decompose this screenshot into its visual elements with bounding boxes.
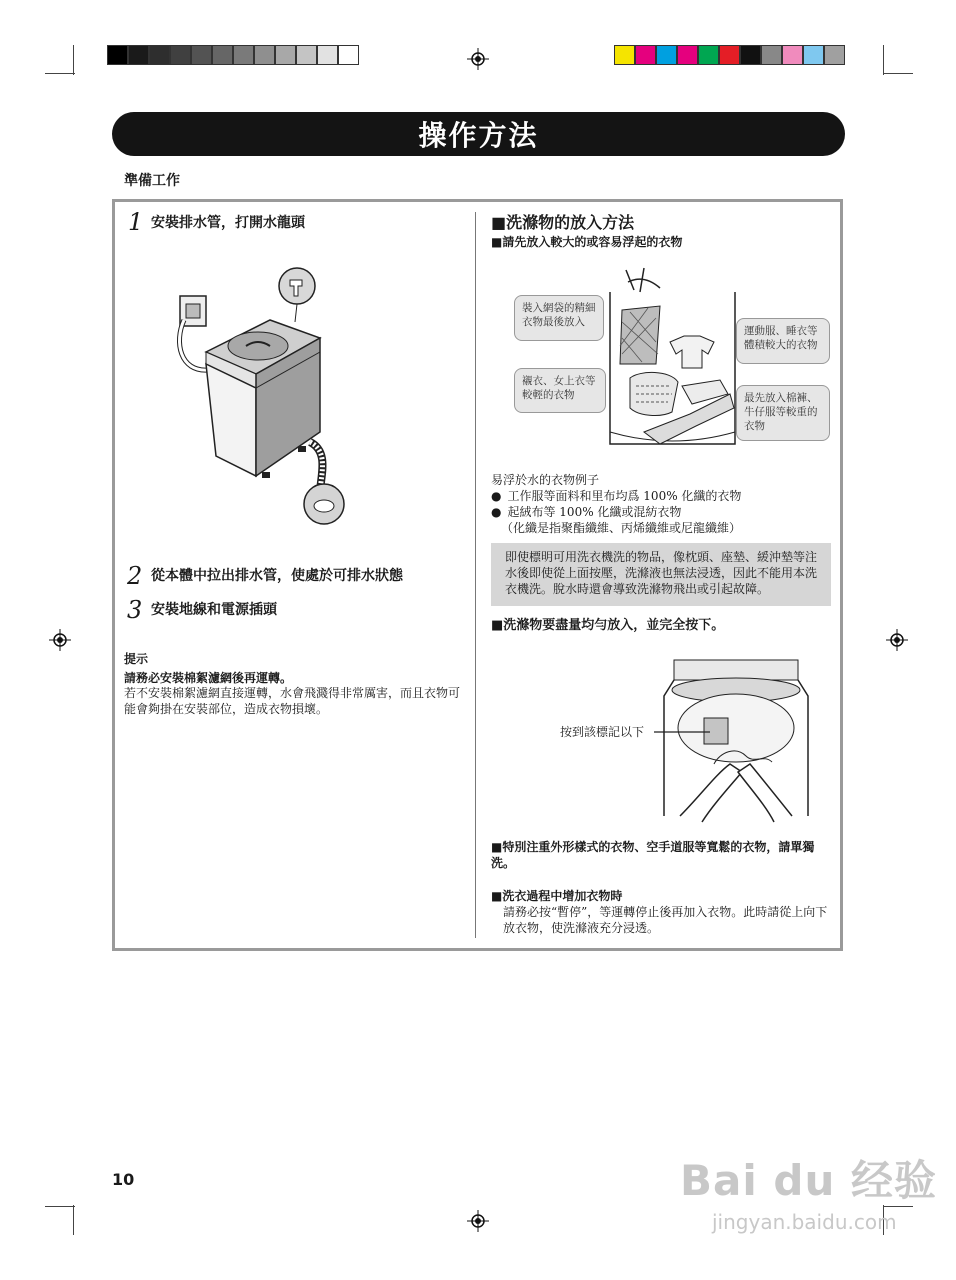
color-swatch — [149, 45, 170, 65]
grayscale-swatch-bar — [107, 45, 359, 65]
crop-mark — [883, 45, 884, 75]
color-swatch — [719, 45, 740, 65]
registration-mark-icon — [886, 629, 908, 651]
add-clothes-body: 請務必按“暫停”，等運轉停止後再加入衣物。此時請從上向下放衣物，使洗滌液充分浸透。 — [503, 905, 828, 935]
color-swatch — [107, 45, 128, 65]
step-1-text: 安裝排水管，打開水龍頭 — [151, 215, 305, 231]
hint-label: 提示 — [124, 652, 149, 666]
tub-clothes-illustration — [600, 262, 745, 454]
loading-method-subheading: ■請先放入較大的或容易浮起的衣物 — [491, 235, 683, 249]
hands-pressing-illustration — [660, 656, 812, 826]
crop-mark — [45, 73, 75, 74]
color-swatch — [170, 45, 191, 65]
callout-light-clothes: 襯衣、女上衣等較輕的衣物 — [514, 368, 606, 413]
color-swatch — [677, 45, 698, 65]
color-swatch — [656, 45, 677, 65]
color-swatch — [740, 45, 761, 65]
crop-mark — [73, 45, 74, 75]
watermark-url: jingyan.baidu.com — [712, 1210, 897, 1234]
watermark-logo: Bai du 经验 — [680, 1156, 937, 1205]
color-swatch — [614, 45, 635, 65]
step-1-number: 1 — [128, 208, 144, 236]
callout-heavy-clothes: 最先放入棉褲、牛仔服等較重的衣物 — [736, 385, 830, 441]
washing-machine-illustration — [170, 262, 370, 530]
step-3-number: 3 — [127, 596, 143, 624]
page-number: 10 — [112, 1170, 135, 1189]
registration-mark-icon — [467, 1210, 489, 1232]
hint-body-text: 若不安裝棉絮濾網直接運轉，水會飛濺得非常厲害，而且衣物可能會夠掛在安裝部位，造成衣物損壞。 — [124, 686, 461, 716]
color-swatch — [296, 45, 317, 65]
registration-mark-icon — [467, 48, 489, 70]
color-swatch — [191, 45, 212, 65]
crop-mark — [73, 1205, 74, 1235]
color-swatch — [803, 45, 824, 65]
color-swatch — [782, 45, 803, 65]
add-clothes-heading: ■洗衣過程中增加衣物時 — [491, 889, 623, 903]
loading-method-heading: ■洗滌物的放入方法 — [491, 213, 635, 232]
list-item: ● 起絨布等 100% 化纖或混紡衣物 — [491, 505, 682, 519]
floating-clothes-note: （化纖是指聚酯纖維、丙烯纖維或尼龍纖維） — [501, 521, 742, 535]
color-swatch — [761, 45, 782, 65]
callout-net-bag: 裝入網袋的精細衣物最後放入 — [514, 295, 604, 341]
step-2-number: 2 — [127, 562, 143, 590]
color-swatch — [212, 45, 233, 65]
warning-note-box: 即使標明可用洗衣機洗的物品，像枕頭、座墊、緩沖墊等注水後即使從上面按壓，洗滌液也無法浸透，因此不能用本洗衣機洗。脫水時還會導致洗滌物飛出或引起故障。 — [491, 543, 831, 606]
color-swatch-bar — [614, 45, 845, 65]
color-swatch — [338, 45, 359, 65]
hint-bold-text: 請務必安裝棉絮濾網後再運轉。 — [124, 671, 293, 685]
press-mark-label: 按到該標記以下 — [560, 725, 645, 739]
floating-clothes-title: 易浮於水的衣物例子 — [491, 473, 600, 487]
special-clothes-note: ■特別注重外形樣式的衣物、空手道服等寬鬆的衣物，請單獨洗。 — [491, 840, 815, 870]
crop-mark — [883, 73, 913, 74]
color-swatch — [635, 45, 656, 65]
color-swatch — [698, 45, 719, 65]
section-heading: 準備工作 — [124, 173, 180, 189]
page-title-bar — [112, 112, 845, 156]
page-title: 操作方法 — [418, 119, 539, 152]
color-swatch — [254, 45, 275, 65]
color-swatch — [233, 45, 254, 65]
column-divider — [475, 212, 476, 938]
color-swatch — [317, 45, 338, 65]
color-swatch — [824, 45, 845, 65]
list-item: ● 工作服等面料和里布均爲 100% 化纖的衣物 — [491, 489, 742, 503]
callout-bulky-clothes: 運動服、睡衣等體積較大的衣物 — [736, 318, 830, 364]
color-swatch — [275, 45, 296, 65]
floating-clothes-list — [491, 488, 831, 536]
bullet-icon: ● — [491, 505, 502, 519]
registration-mark-icon — [49, 629, 71, 651]
even-loading-heading: ■洗滌物要盡量均勻放入，並完全按下。 — [491, 618, 725, 633]
step-3-text: 安裝地線和電源插頭 — [151, 602, 277, 618]
press-marker-line — [654, 728, 710, 736]
crop-mark — [45, 1206, 75, 1207]
color-swatch — [128, 45, 149, 65]
step-2-text: 從本體中拉出排水管，使處於可排水狀態 — [151, 568, 403, 584]
bullet-icon: ● — [491, 489, 502, 503]
